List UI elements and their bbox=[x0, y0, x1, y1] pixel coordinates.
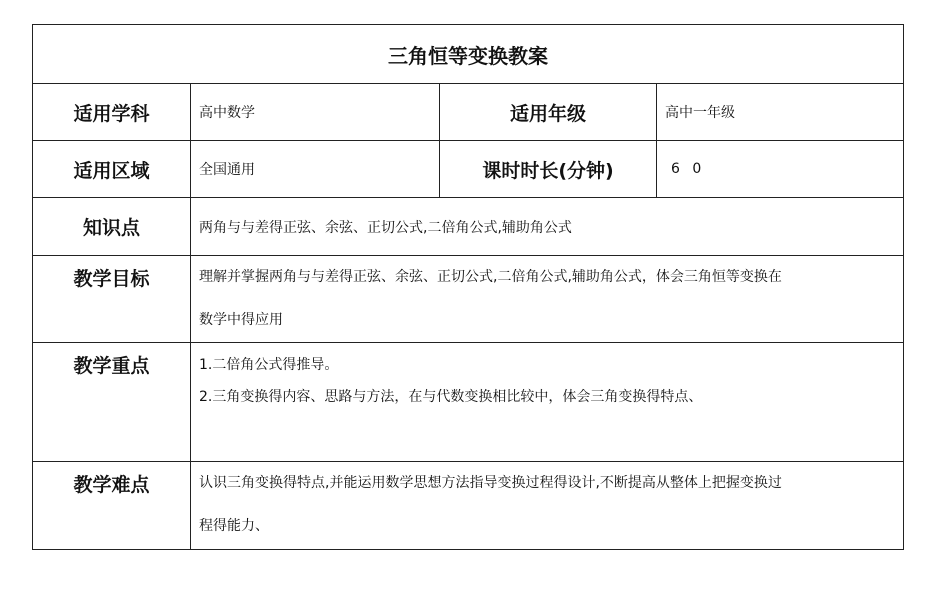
grade-value: 高中一年级 bbox=[657, 84, 904, 141]
key-points-label: 教学重点 bbox=[33, 343, 191, 462]
goals-label: 教学目标 bbox=[33, 256, 191, 343]
duration-label: 课时时长(分钟) bbox=[440, 141, 657, 198]
goals-line-2: 数学中得应用 bbox=[199, 312, 283, 328]
difficulties-line-2: 程得能力、 bbox=[199, 518, 269, 534]
difficulties-label: 教学难点 bbox=[33, 462, 191, 550]
goals-line-1: 理解并掌握两角与与差得正弦、余弦、正切公式,二倍角公式,辅助角公式，体会三角恒等变换在 bbox=[199, 269, 782, 285]
table-row bbox=[33, 256, 904, 343]
grade-label: 适用年级 bbox=[440, 84, 657, 141]
table-row bbox=[33, 198, 904, 256]
knowledge-label: 知识点 bbox=[33, 198, 191, 256]
subject-value: 高中数学 bbox=[191, 84, 440, 141]
table-row bbox=[33, 462, 904, 550]
document-title: 三角恒等变换教案 bbox=[33, 25, 904, 84]
region-label: 适用区域 bbox=[33, 141, 191, 198]
difficulties-line-1: 认识三角变换得特点,并能运用数学思想方法指导变换过程得设计,不断提高从整体上把握变换过 bbox=[199, 475, 782, 491]
knowledge-value: 两角与与差得正弦、余弦、正切公式,二倍角公式,辅助角公式 bbox=[191, 198, 904, 256]
table-row bbox=[33, 343, 904, 462]
key-point-2: 2.三角变换得内容、思路与方法，在与代数变换相比较中，体会三角变换得特点、 bbox=[199, 389, 703, 405]
key-points-value bbox=[191, 343, 904, 462]
subject-label: 适用学科 bbox=[33, 84, 191, 141]
lesson-plan-table bbox=[32, 24, 904, 550]
key-point-1: 1.二倍角公式得推导。 bbox=[199, 357, 339, 373]
duration-value: 6 0 bbox=[657, 141, 904, 198]
difficulties-value bbox=[191, 462, 904, 550]
goals-value bbox=[191, 256, 904, 343]
region-value: 全国通用 bbox=[191, 141, 440, 198]
table-row bbox=[33, 141, 904, 198]
table-row bbox=[33, 84, 904, 141]
